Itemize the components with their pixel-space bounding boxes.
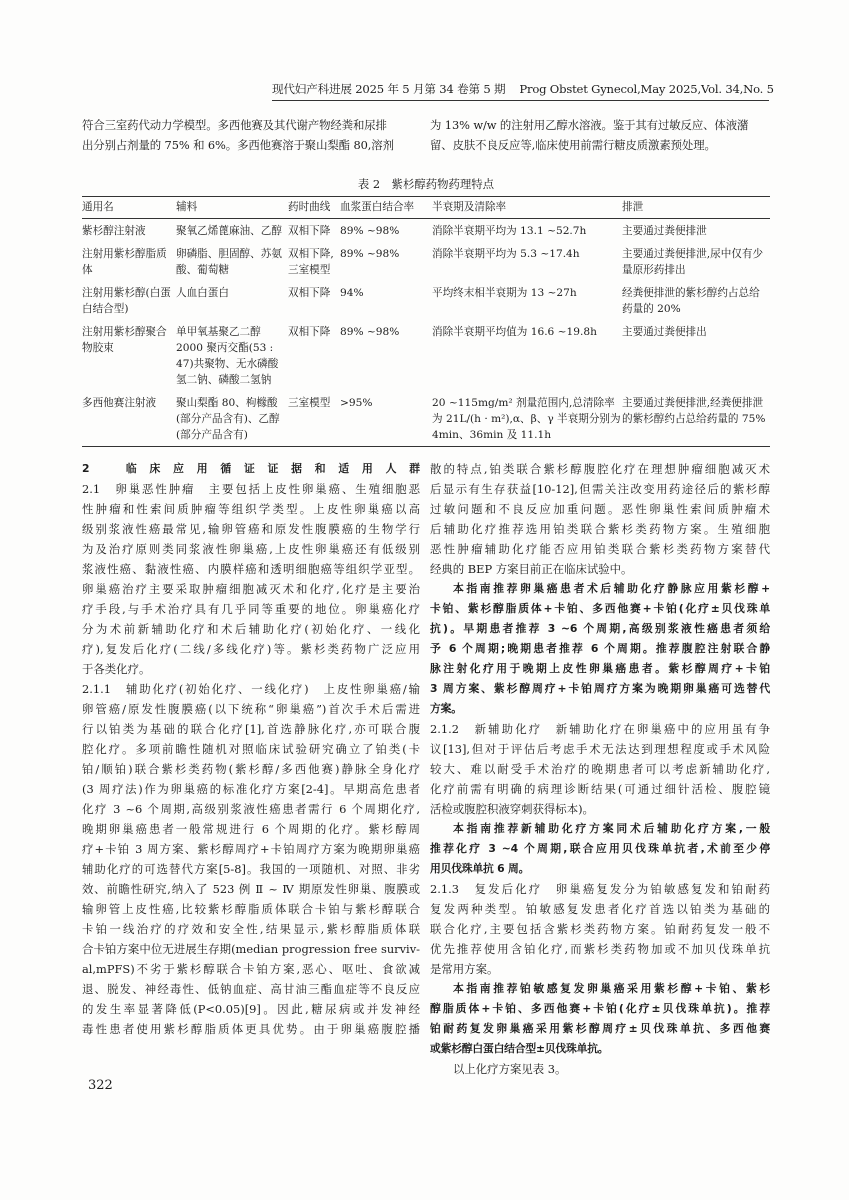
- text-line: 的发生率显著降低(P<0.05)[9]。因此,糖尿病或并发神经: [82, 1002, 420, 1016]
- text-line: 散的特点,铂类联合紫杉醇腹腔化疗在理想肿瘤细胞减灭术: [430, 462, 770, 476]
- table-cell: 消除半衰期平均值为 16.6 ~19.8h: [432, 326, 597, 338]
- table-cell: 主要通过粪便排泄: [622, 225, 707, 237]
- text-line: 化疗前需有明确的病理诊断结果(可通过细针活检、腹腔镜: [430, 782, 770, 796]
- running-header: [272, 80, 774, 101]
- text-line: 级别浆液性癌最常见,输卵管癌和原发性腹膜癌的生物学行: [82, 522, 420, 536]
- text-line: 晚期卵巢癌患者一般常规进行 6 个周期的化疗。紫杉醇周: [82, 822, 420, 836]
- text-line: 为 13% w/w 的注射用乙醇水溶液。鉴于其有过敏反应、体液潴: [430, 118, 749, 132]
- table-cell: 双相下降,三室模型: [288, 248, 334, 276]
- text-line: 出分别占剂量的 75% 和 6%。多西他赛溶于聚山梨酯 80,溶剂: [82, 138, 394, 152]
- table-row: [82, 391, 770, 447]
- top-text-left: [82, 115, 420, 155]
- text-line: 疗+卡铂 3 周方案、紫杉醇周疗+卡铂周疗方案为晚期卵巢癌: [82, 842, 420, 856]
- table-cell: 89% ~98%: [340, 248, 400, 260]
- text-line: 疗手段,与手术治疗具有几乎同等重要的地位。卵巢癌化疗: [82, 602, 420, 616]
- text-line: 恶性肿瘤辅助化疗能否应用铂类联合紫杉类药物方案替代: [430, 542, 770, 556]
- text-line: 铂/顺铂)联合紫杉类药物(紫杉醇/多西他赛)静脉全身化疗: [82, 762, 420, 776]
- table-cell: 双相下降: [288, 326, 331, 338]
- table-cell: 多西他赛注射液: [82, 397, 157, 409]
- text-line: 活检或腹腔积液穿刺获得标本)。: [430, 802, 594, 816]
- text-line: 过敏问题和不良反应加重问题。恶性卵巢性索间质肿瘤术: [430, 502, 770, 516]
- text-line: 性肿瘤和性索间质肿瘤等组织学类型。上皮性卵巢癌以高: [82, 502, 420, 516]
- table-cell: 主要通过粪便排泄,经粪便排泄的紫杉醇约占总给药量的 75%: [622, 397, 766, 425]
- text-line: 留、皮肤不良反应等,临床使用前需行糖皮质激素预处理。: [430, 138, 716, 152]
- text-line: 或紫杉醇白蛋白结合型±贝伐珠单抗。: [430, 1042, 609, 1055]
- text-line: 卵管癌/原发性腹膜癌(以下统称“卵巢癌”)首次手术后需进: [82, 702, 420, 716]
- text-line: 卵巢癌治疗主要采取肿瘤细胞减灭术和化疗,化疗是主要治: [82, 582, 420, 596]
- table-cell: 三室模型: [288, 397, 331, 409]
- header-cell: 通用名: [82, 197, 176, 219]
- text-line: 用贝伐珠单抗 6 周。: [430, 862, 530, 875]
- table-cell: 主要通过粪便排出: [622, 326, 707, 338]
- text-line: 2.1.1 辅助化疗(初始化疗、一线化疗) 上皮性卵巢癌/输: [82, 682, 420, 696]
- table-row: [82, 320, 770, 391]
- table-cell: 注射用紫杉醇脂质体: [82, 248, 167, 276]
- text-line: 疗),复发后化疗(二线/多线化疗)等。紫杉类药物广泛应用: [82, 642, 420, 656]
- page-number: 322: [88, 1078, 113, 1093]
- text-line: 后辅助化疗推荐选用铂类联合紫杉类药物方案。生殖细胞: [430, 522, 770, 536]
- table-cell: 卵磷脂、胆固醇、苏氨酸、葡萄糖: [176, 248, 282, 276]
- table-row: [82, 219, 770, 243]
- text-line: 经典的 BEP 方案目前正在临床试验中。: [430, 562, 633, 576]
- text-line: 化疗 3 ~6 个周期,高级别浆液性癌患者需行 6 个周期化疗,: [82, 802, 420, 816]
- text-line: 以上化疗方案见表 3。: [453, 1062, 567, 1076]
- left-column: [82, 459, 420, 1039]
- text-line: 浆液性癌、黏液性癌、内膜样癌和透明细胞癌等组织学亚型。: [82, 562, 420, 576]
- text-line: 本指南推荐新辅助化疗方案同术后辅助化疗方案,一般: [453, 822, 770, 835]
- header-cell: 药时曲线: [288, 197, 340, 219]
- text-line: 效、前瞻性研究,纳入了 523 例 Ⅱ ~ Ⅳ 期原发性卵巢、腹膜或: [82, 882, 420, 896]
- table-cell: 20 ~115mg/m² 剂量范围内,总清除率为 21L/(h · m²),α、β、γ 半衰期分别为 4min、36min 及 11.1h: [432, 397, 621, 441]
- text-line: 后显示有生存获益[10-12],但需关注改变用药途径后的紫杉醇: [430, 482, 770, 496]
- header-cell: 半衰期及清除率: [432, 197, 622, 219]
- text-line: 方案。: [430, 702, 462, 715]
- table-cell: 聚山梨酯 80、枸橼酸(部分产品含有)、乙醇(部分产品含有): [176, 397, 280, 441]
- text-line: 推荐化疗 3 ~4 个周期,联合应用贝伐珠单抗者,术前至少停: [430, 842, 770, 855]
- journal-name-cn: 现代妇产科进展 2025 年 5 月第 34 卷第 5 期: [272, 82, 506, 96]
- table-cell: 消除半衰期平均为 13.1 ~52.7h: [432, 225, 587, 237]
- text-line: 合卡铂方案中位无进展生存期(median progression free surviv-: [82, 942, 420, 956]
- text-line: 卡铂一线治疗的疗效和安全性,结果显示,紫杉醇脂质体联: [82, 922, 420, 936]
- text-line: 行以铂类为基础的联合化疗[1],首选静脉化疗,亦可联合腹: [82, 722, 420, 736]
- table-cell: 89% ~98%: [340, 326, 400, 338]
- table-cell: 消除半衰期平均为 5.3 ~17.4h: [432, 248, 580, 260]
- table-2: [82, 196, 770, 447]
- table-cell: >95%: [340, 397, 373, 409]
- text-line: 输卵管上皮性癌,比较紫杉醇脂质体联合卡铂与紫杉醇联合: [82, 902, 420, 916]
- text-line: 予 6 个周期;晚期患者推荐 6 个周期。推荐腹腔注射联合静: [430, 642, 770, 655]
- table-cell: 平均终末相半衰期为 13 ~27h: [432, 287, 577, 299]
- text-line: 本指南推荐铂敏感复发卵巢癌采用紫杉醇+卡铂、紫杉: [453, 982, 770, 995]
- header-cell: 排泄: [622, 197, 770, 219]
- table-cell: 经粪便排泄的紫杉醇约占总给药量的 20%: [622, 287, 760, 315]
- text-line: 复发两种类型。铂敏感复发患者化疗首选以铂类为基础的: [430, 902, 770, 916]
- text-line: 2.1 卵巢恶性肿瘤 主要包括上皮性卵巢癌、生殖细胞恶: [82, 482, 420, 496]
- table-cell: 双相下降: [288, 287, 331, 299]
- text-line: 优先推荐使用含铂化疗,而紫杉类药物加或不加贝伐珠单抗: [430, 942, 770, 956]
- text-line: 抗)。早期患者推荐 3 ~6 个周期,高级别浆液性癌患者须给: [430, 622, 770, 635]
- text-line: 2.1.3 复发后化疗 卵巢癌复发分为铂敏感复发和铂耐药: [430, 882, 770, 896]
- right-column: [430, 459, 770, 1079]
- text-line: (3 周疗法)作为卵巢癌的标准化疗方案[2-4]。早期高危患者: [82, 782, 420, 796]
- text-line: 毒性患者使用紫杉醇脂质体更具优势。由于卵巢癌腹腔播: [82, 1022, 420, 1036]
- table-row: [82, 242, 770, 281]
- text-line: 铂耐药复发卵巢癌采用紫杉醇周疗±贝伐珠单抗、多西他赛: [430, 1022, 770, 1035]
- text-line: 议[13],但对于评估后考虑手术无法达到理想程度或手术风险: [430, 742, 770, 756]
- text-line: 为及治疗原则类同浆液性卵巢癌,上皮性卵巢癌还有低级别: [82, 542, 420, 556]
- table-cell: 单甲氧基聚乙二醇 2000 聚丙交酯(53 : 47)共聚物、无水磷酸氢二钠、磷酸二氢钠: [176, 326, 279, 386]
- text-line: 退、脱发、神经毒性、低钠血症、高甘油三酯血症等不良反应: [82, 982, 420, 996]
- table-header-row: [82, 197, 770, 219]
- table-cell: 聚氧乙烯蓖麻油、乙醇: [176, 225, 282, 237]
- table-cell: 主要通过粪便排泄,尿中仅有少量原形药排出: [622, 248, 764, 276]
- text-line: 腔化疗。多项前瞻性随机对照临床试验研究确立了铂类(卡: [82, 742, 420, 756]
- table-row: [82, 281, 770, 320]
- section-heading: 2 临床应用循证证据和适用人群: [82, 462, 420, 475]
- table-cell: 双相下降: [288, 225, 331, 237]
- header-cell: 辅料: [176, 197, 288, 219]
- text-line: 卡铂、紫杉醇脂质体+卡铂、多西他赛+卡铂(化疗±贝伐珠单: [430, 602, 770, 615]
- table-title: 表 2 紫杉醇药物药理特点: [357, 177, 495, 191]
- table-cell: 注射用紫杉醇(白蛋白结合型): [82, 287, 171, 315]
- text-line: 脉注射化疗用于晚期上皮性卵巢癌患者。紫杉醇周疗+卡铂: [430, 662, 770, 675]
- table-cell: 89% ~98%: [340, 225, 400, 237]
- table-cell: 人血白蛋白: [176, 287, 229, 299]
- text-line: 分为术前新辅助化疗和术后辅助化疗(初始化疗、一线化: [82, 622, 420, 636]
- top-text-right: [430, 115, 770, 155]
- text-line: 辅助化疗的可选替代方案[5-8]。我国的一项随机、对照、非劣: [82, 862, 420, 876]
- text-line: 3 周方案、紫杉醇周疗+卡铂周疗方案为晚期卵巢癌可选替代: [430, 682, 770, 695]
- text-line: 符合三室药代动力学模型。多西他赛及其代谢产物经粪和尿排: [82, 118, 387, 132]
- text-line: 是常用方案。: [430, 962, 499, 976]
- text-line: 较大、难以耐受手术治疗的晚期患者可以考虑新辅助化疗,: [430, 762, 770, 776]
- text-line: 于各类化疗。: [82, 662, 151, 676]
- table-cell: 注射用紫杉醇聚合物胶束: [82, 326, 167, 354]
- journal-name-en: Prog Obstet Gynecol,May 2025,Vol. 34,No. 5: [519, 82, 774, 96]
- text-line: 联合化疗,主要包括含紫杉类药物方案。铂耐药复发一般不: [430, 922, 770, 936]
- text-line: 醇脂质体+卡铂、多西他赛+卡铂(化疗±贝伐珠单抗)。推荐: [430, 1002, 770, 1015]
- table-cell: 94%: [340, 287, 364, 299]
- text-line: al,mPFS)不劣于紫杉醇联合卡铂方案,恶心、呕吐、食欲减: [82, 962, 420, 976]
- text-line: 本指南推荐卵巢癌患者术后辅助化疗静脉应用紫杉醇+: [453, 582, 770, 595]
- table-cell: 紫杉醇注射液: [82, 225, 146, 237]
- header-cell: 血浆蛋白结合率: [340, 197, 432, 219]
- text-line: 2.1.2 新辅助化疗 新辅助化疗在卵巢癌中的应用虽有争: [430, 722, 770, 736]
